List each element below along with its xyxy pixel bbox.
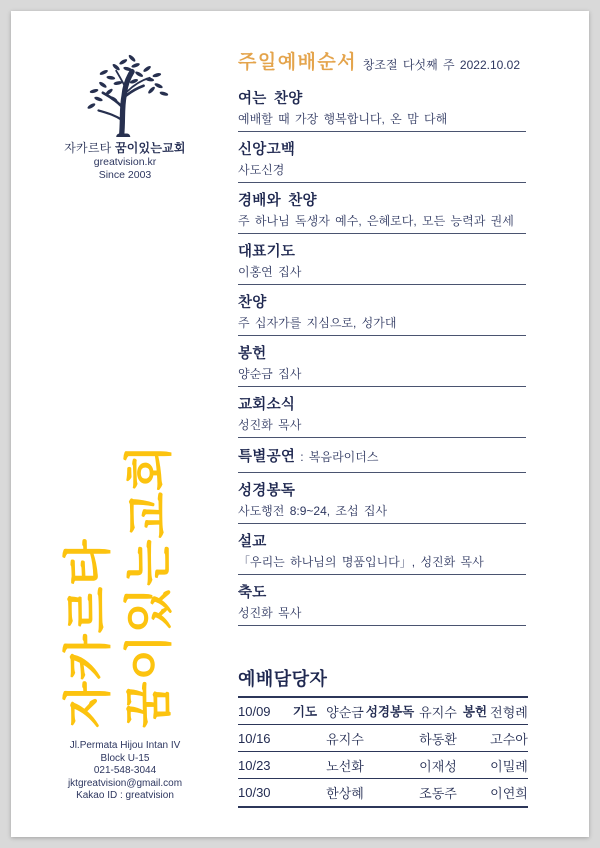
- church-name-city: 자카르타: [64, 141, 115, 155]
- table-cell-role-label: 성경봉독: [365, 705, 415, 719]
- order-item-title: 경배와 찬양: [238, 193, 317, 209]
- order-item: [238, 336, 526, 387]
- order-item: [238, 524, 526, 575]
- vertical-church-name-line2: 꿈이있는교회: [123, 443, 176, 728]
- table-cell-name: 조동주: [419, 786, 457, 801]
- table-cell-date: 10/23: [238, 757, 271, 773]
- order-item-title: 교회소식: [238, 397, 296, 413]
- table-cell-name: 양순금: [326, 704, 364, 720]
- tree-icon: [71, 53, 179, 137]
- table-cell-date: 10/16: [238, 730, 271, 746]
- table-cell-role-label: 봉헌: [462, 705, 488, 719]
- order-item-title: 특별공연: [238, 449, 296, 465]
- order-item-title: 대표기도: [238, 244, 296, 260]
- table-cell-name: 노선화: [326, 758, 364, 774]
- vertical-church-name: [58, 432, 182, 728]
- staff-title: 예배담당자: [238, 669, 328, 689]
- order-item-detail: 성진화 목사: [238, 418, 302, 432]
- staff-table: [238, 696, 528, 808]
- table-cell-name: 한상혜: [326, 786, 364, 801]
- order-item-detail: 양순금 집사: [238, 367, 302, 381]
- table-cell-role-label: 기도: [292, 705, 318, 719]
- order-item-detail: 사도신경: [238, 163, 285, 177]
- order-item-title: 신앙고백: [238, 142, 296, 158]
- table-cell-name: 전형례: [490, 704, 528, 720]
- church-logo: [25, 53, 225, 182]
- order-item: [238, 234, 526, 285]
- address-line: Kakao ID : greatvision: [76, 790, 174, 801]
- address-block: [25, 740, 225, 803]
- address-line: 021-548-3044: [93, 765, 157, 776]
- table-cell-name: 하동환: [419, 731, 457, 747]
- order-item: [238, 132, 526, 183]
- order-item-detail: : 복음라이더스: [300, 450, 379, 464]
- since-label: Since 2003: [98, 169, 152, 181]
- order-item-title: 설교: [238, 534, 267, 550]
- address-line: jktgreatvision@gmail.com: [67, 777, 183, 789]
- church-name: [25, 139, 225, 156]
- order-item: [238, 387, 526, 438]
- table-cell-date: 10/30: [238, 785, 271, 800]
- order-item: [238, 473, 526, 524]
- order-item-title: 봉헌: [238, 346, 267, 362]
- table-cell-name: 이재성: [419, 758, 457, 774]
- order-item-title: 찬양: [238, 295, 267, 311]
- table-row: [238, 752, 528, 779]
- order-item-detail: 성진화 목사: [238, 606, 302, 620]
- website-url: greatvision.kr: [93, 156, 157, 168]
- address-line: Jl.Permata Hijou Intan IV: [69, 740, 181, 751]
- order-item: [238, 183, 526, 234]
- table-cell-name: 이연희: [490, 786, 528, 801]
- worship-order-list: [238, 81, 526, 626]
- order-item-detail: 주 십자가를 지심으로, 성가대: [238, 316, 397, 330]
- order-item: [238, 575, 526, 626]
- order-item: [238, 438, 526, 473]
- address-line: Block U-15: [100, 752, 150, 764]
- order-item-detail: 이홍연 집사: [238, 265, 302, 279]
- table-row: [238, 725, 528, 752]
- order-item-detail: 주 하나님 독생자 예수, 은혜로다, 모든 능력과 권세: [238, 214, 514, 228]
- vertical-church-name-line1: 자카르타: [62, 538, 115, 728]
- table-cell-date: 10/09: [238, 703, 271, 719]
- order-item-detail: 사도행전 8:9~24, 조섭 집사: [238, 504, 388, 518]
- table-cell-name: 이밀례: [490, 758, 528, 774]
- table-cell-name: 고수아: [490, 731, 528, 747]
- season-date: 창조절 다섯째 주 2022.10.02: [362, 58, 520, 72]
- order-item: [238, 81, 526, 132]
- order-item-detail: 예배할 때 가장 행복합니다, 온 맘 다해: [238, 112, 448, 126]
- order-item-title: 축도: [238, 585, 267, 601]
- bulletin-page: [11, 11, 589, 837]
- bulletin-title: 주일예배순서: [238, 52, 358, 73]
- table-row: [238, 779, 528, 806]
- order-item-title: 여는 찬양: [238, 91, 303, 107]
- table-row: [238, 698, 528, 725]
- table-cell-name: 유지수: [326, 731, 364, 747]
- order-item: [238, 285, 526, 336]
- church-name-main: 꿈이있는교회: [114, 141, 186, 155]
- table-cell-name: 유지수: [419, 704, 457, 720]
- order-item-detail: 「우리는 하나님의 명품입니다」, 성진화 목사: [238, 555, 484, 569]
- order-item-title: 성경봉독: [238, 483, 296, 499]
